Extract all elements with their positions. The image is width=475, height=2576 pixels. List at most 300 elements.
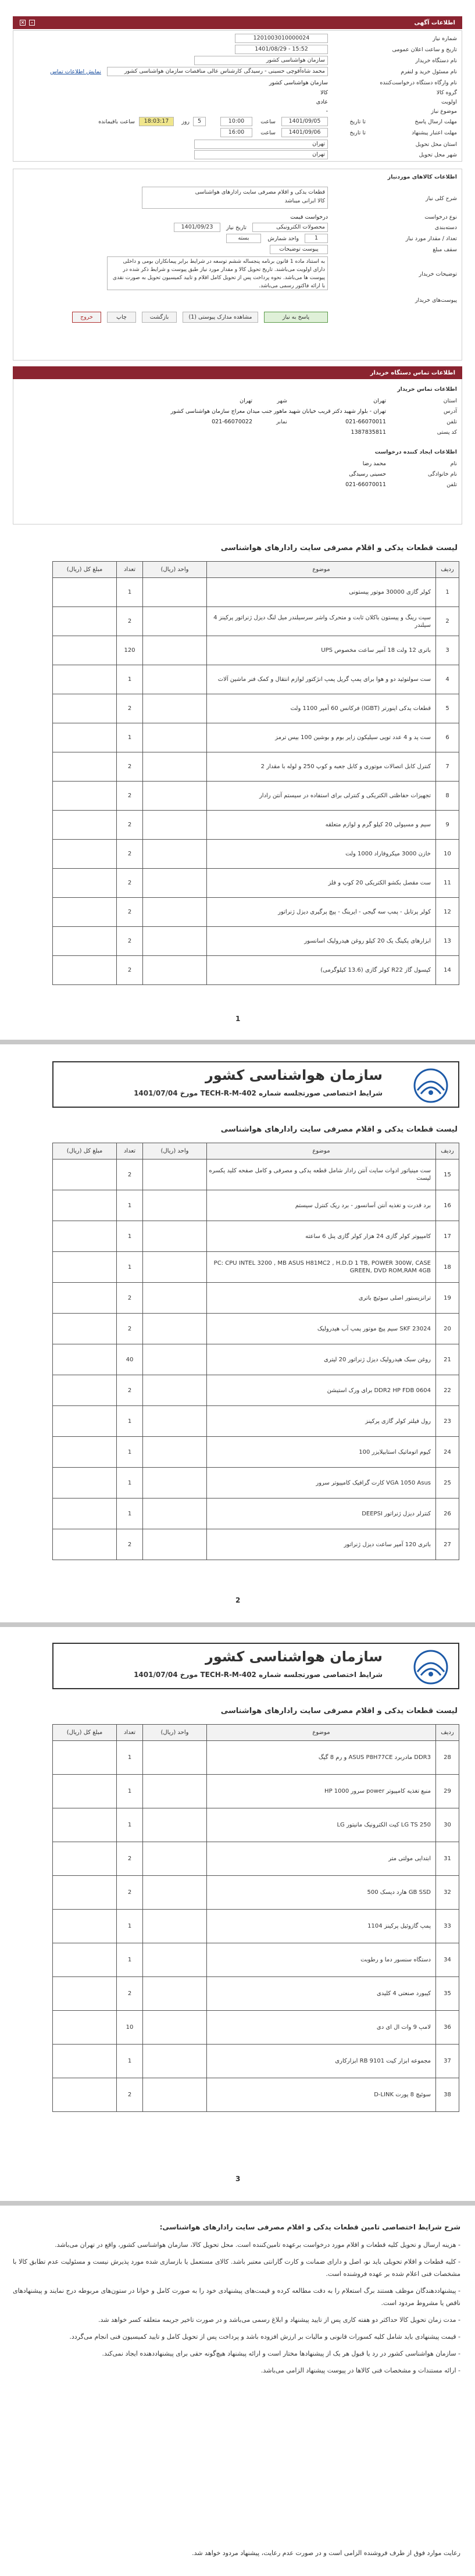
table-row <box>53 1529 459 1560</box>
group-value: کالا <box>320 90 328 96</box>
table-row <box>53 1190 459 1221</box>
table-row <box>53 782 459 811</box>
table-row <box>53 1159 459 1190</box>
unit-value: سازمان هواشناسی کشور <box>269 80 328 86</box>
reply-date-label: تا تاریخ <box>349 119 366 125</box>
unit-price <box>143 1375 207 1406</box>
page-number-3: 3 <box>235 2175 241 2183</box>
general-desc-line-1: قطعات یدکی و اقلام مصرفی سایت رادارهای هواشناسی <box>195 189 325 195</box>
page3-list-title: لیست قطعات یدکی و اقلام مصرفی سایت رادارهای هواشناسی <box>220 1707 458 1715</box>
unit-price <box>143 1529 207 1560</box>
item-qty: 1 <box>117 1741 143 1775</box>
table-row <box>53 898 459 927</box>
unit-price <box>143 1159 207 1190</box>
total-price <box>53 1910 117 1943</box>
item-qty: 1 <box>117 578 143 607</box>
total-price <box>53 636 117 665</box>
row-number: 30 <box>436 1808 459 1842</box>
unit-price <box>143 607 207 636</box>
item-qty: 1 <box>117 1943 143 1977</box>
creator-title: اطلاعات ایجاد کننده درخواست <box>374 449 457 455</box>
total-price <box>53 811 117 840</box>
date-label: تاریخ و ساعت اعلان عمومی <box>392 47 457 53</box>
item-qty: 2 <box>117 2078 143 2112</box>
total-price <box>53 1468 117 1498</box>
table-row <box>53 1741 459 1775</box>
table-row <box>53 578 459 607</box>
table-row <box>53 1437 459 1468</box>
table-row <box>53 1221 459 1252</box>
general-desc-line-2: کالا ایرانی میباشد <box>284 198 325 204</box>
document-header-3 <box>52 1643 459 1689</box>
col-header: مبلغ کل (ریال) <box>53 1725 117 1741</box>
table-row <box>53 927 459 956</box>
item-qty: 1 <box>117 1221 143 1252</box>
attachments-button[interactable]: مشاهده مدارک پیوستی (1) <box>183 312 258 323</box>
date-field[interactable]: 1401/08/29 - 15:52 <box>235 45 328 54</box>
item-desc: منبع تغذیه کامپیوتر power سرور HP 1000 <box>207 1775 436 1808</box>
col-header: واحد (ریال) <box>143 1725 207 1741</box>
province-label: استان محل تحویل <box>415 141 457 148</box>
priority-value: عادی <box>316 99 328 105</box>
reply-deadline-label: مهلت ارسال پاسخ <box>415 119 457 125</box>
cost-field[interactable]: پیوست توضیحات <box>270 245 328 254</box>
unit-price <box>143 1437 207 1468</box>
total-price <box>53 752 117 782</box>
creator-phone: 021-66070011 <box>345 481 386 488</box>
number-label: شماره نیاز <box>433 35 457 42</box>
item-desc: برد قدرت و تغذیه آنتن آسانسور - برد ریک کنترل سیستم <box>207 1190 436 1221</box>
item-desc: ست سولنوئید دو و هوا برای پمپ گریل پمپ انژکتور لوازم انتقال و کمک فنر ماشین آلات <box>207 665 436 694</box>
col-header: واحد (ریال) <box>143 1143 207 1159</box>
item-qty: 1 <box>117 1498 143 1529</box>
creator-family: حسینی رسیدگی <box>349 471 386 477</box>
row-number: 34 <box>436 1943 459 1977</box>
item-desc: ابتدایی مولتی متر <box>207 1842 436 1876</box>
unit-count-field[interactable]: بسته <box>226 234 261 243</box>
buyer-label: نام دستگاه خریدار <box>415 58 457 64</box>
goods-section-title: اطلاعات کالاهای موردنیاز <box>387 174 457 180</box>
item-desc: تجهیزات حفاظتی الکتریکی و کنترلی برای استفاده در سیستم آنتن رادار <box>207 782 436 811</box>
creator-name-label: نام <box>450 461 457 467</box>
item-desc: سوئیچ 8 پورت D-LINK <box>207 2078 436 2112</box>
item-qty: 2 <box>117 1283 143 1314</box>
item-qty: 1 <box>117 1468 143 1498</box>
table-row <box>53 1252 459 1283</box>
validity-date-field[interactable]: 1401/09/06 <box>281 128 328 137</box>
total-price <box>53 1314 117 1344</box>
validity-date-label: تا تاریخ <box>349 130 366 136</box>
row-number: 7 <box>436 752 459 782</box>
table-row <box>53 1468 459 1498</box>
page-number-1: 1 <box>235 1015 241 1023</box>
item-desc: GB SSD هارد دیسک 500 <box>207 1876 436 1910</box>
page-title: اطلاعات آگهی <box>414 19 455 26</box>
item-desc: PC: CPU INTEL 3200 , MB ASUS H81MC2 , H.D.D 1 TB, POWER 300W, CASE GREEN, DVD ROM,RAM 4GB <box>207 1252 436 1283</box>
table-row <box>53 1775 459 1808</box>
contact-info <box>13 379 462 525</box>
item-qty: 1 <box>117 723 143 752</box>
unit-label: نام وارگاه دستگاه درخواست‌کننده <box>380 80 457 86</box>
table-row <box>53 811 459 840</box>
item-desc: باتری 12 ولت 18 آمپر ساعت مخصوص UPS <box>207 636 436 665</box>
item-qty: 2 <box>117 898 143 927</box>
row-number: 18 <box>436 1252 459 1283</box>
item-qty: 2 <box>117 1842 143 1876</box>
item-qty: 2 <box>117 1159 143 1190</box>
page-separator-3 <box>0 2201 475 2206</box>
category-label: دسته‌بندی <box>434 224 457 231</box>
item-qty: 1 <box>117 1437 143 1468</box>
col-header: تعداد <box>117 1725 143 1741</box>
category-field[interactable]: محصولات الکترونیکی <box>252 223 328 232</box>
creator-phone-label: تلفن <box>447 481 457 488</box>
remaining-days-label: روز <box>181 119 190 125</box>
unit-price <box>143 898 207 927</box>
doc-subtitle: شرایط اختصاصی صورتجلسه شماره TECH-R-M-402 مورخ 1401/07/04 <box>134 1671 383 1679</box>
table-row <box>53 956 459 985</box>
row-number: 31 <box>436 1842 459 1876</box>
condition-item: - سازمان هواشناسی کشور در رد یا قبول هر یک از پیشنهادها مختار است و ارائه پیشنهاد هیچ‌گونه حقی برای پیشنهاددهنده ایجاد نمی‌کند. <box>102 2350 460 2357</box>
total-price <box>53 665 117 694</box>
need-date-field[interactable]: 1401/09/23 <box>174 223 220 232</box>
page-number-2: 2 <box>235 1596 241 1604</box>
unit-price <box>143 1190 207 1221</box>
row-number: 19 <box>436 1283 459 1314</box>
reply-button[interactable]: پاسخ به نیاز <box>264 312 328 323</box>
unit-price <box>143 1406 207 1437</box>
total-price <box>53 869 117 898</box>
item-desc: ابزارهای پکینگ یک 20 کیلو روغن هیدرولیک اسانسور <box>207 927 436 956</box>
table-row <box>53 1808 459 1842</box>
contact-province-label: استان <box>443 398 457 404</box>
row-number: 1 <box>436 578 459 607</box>
back-button[interactable]: بازگشت <box>142 312 177 323</box>
row-number: 27 <box>436 1529 459 1560</box>
total-price <box>53 1529 117 1560</box>
unit-price <box>143 1808 207 1842</box>
item-qty: 2 <box>117 1977 143 2011</box>
contact-header-bar <box>13 366 462 379</box>
items-table-page3 <box>52 1724 459 2112</box>
page-separator-1 <box>0 1040 475 1044</box>
total-price <box>53 607 117 636</box>
contact-post: 1387835811 <box>351 429 386 436</box>
table-row <box>53 1977 459 2011</box>
contact-city-label: شهر <box>277 398 287 404</box>
item-desc: دستگاه سنسور دما و رطوبت <box>207 1943 436 1977</box>
total-price <box>53 1252 117 1283</box>
general-desc-field[interactable] <box>142 187 328 209</box>
row-number: 32 <box>436 1876 459 1910</box>
meteorology-logo <box>410 1067 451 1104</box>
total-price <box>53 2011 117 2045</box>
quantity-field[interactable]: 1 <box>305 234 328 243</box>
table-row <box>53 752 459 782</box>
item-desc: خازن 3000 میکروفاراد 1000 ولت <box>207 840 436 869</box>
item-qty: 2 <box>117 607 143 636</box>
item-qty: 2 <box>117 694 143 723</box>
row-number: 12 <box>436 898 459 927</box>
buyer-notes-label: توضیحات خریدار <box>419 271 457 277</box>
item-qty: 2 <box>117 927 143 956</box>
close-icon[interactable]: × <box>20 20 25 25</box>
reply-time-field[interactable]: 10:00 <box>220 117 252 126</box>
item-desc: رول فیلتر کولر گازی پرکینز <box>207 1406 436 1437</box>
conditions-end: رعایت موارد فوق از طرف فروشنده الزامی است و در صورت عدم رعایت، پیشنهاد مردود خواهد شد. <box>192 2549 460 2557</box>
table-row <box>53 840 459 869</box>
row-number: 15 <box>436 1159 459 1190</box>
minimize-icon[interactable]: – <box>29 20 35 26</box>
item-qty: 1 <box>117 1775 143 1808</box>
row-number: 22 <box>436 1375 459 1406</box>
item-qty: 1 <box>117 1190 143 1221</box>
col-header: واحد (ریال) <box>143 562 207 578</box>
item-qty: 120 <box>117 636 143 665</box>
creator-family-label: نام خانوادگی <box>427 471 457 477</box>
contact-phone-label: تلفن <box>447 419 457 425</box>
buyer-field[interactable]: سازمان هواشناسی کشور <box>194 56 328 65</box>
request-type-value: درخواست قیمت <box>290 214 328 220</box>
items-table-page2 <box>52 1143 459 1560</box>
contact-phone: 021-66070011 <box>345 419 386 425</box>
item-qty: 1 <box>117 1252 143 1283</box>
item-desc: کیبورد صنعتی 4 کلیدی <box>207 1977 436 2011</box>
item-qty: 2 <box>117 782 143 811</box>
unit-price <box>143 1876 207 1910</box>
request-type-label: نوع درخواست <box>424 214 457 220</box>
row-number: 36 <box>436 2011 459 2045</box>
total-price <box>53 1977 117 2011</box>
condition-item: - پیشنهاددهندگان موظف هستند برگ استعلام را به دقت مطالعه کرده و قیمت‌های پیشنهادی خود را به صورت کامل و خوانا در ستون‌های مربوطه درج نمایند و پیشنهادهای ناقص یا مشروط مردود است. <box>13 2287 460 2307</box>
row-number: 37 <box>436 2045 459 2078</box>
subject-label: موضوع نیاز <box>431 108 457 115</box>
col-header: ردیف <box>436 1143 459 1159</box>
document-header-2 <box>52 1061 459 1108</box>
contact-city: تهران <box>240 398 252 404</box>
unit-price <box>143 1344 207 1375</box>
table-row <box>53 1876 459 1910</box>
col-header: موضوع <box>207 1143 436 1159</box>
col-header: تعداد <box>117 562 143 578</box>
total-price <box>53 1375 117 1406</box>
row-number: 25 <box>436 1468 459 1498</box>
table-row <box>53 665 459 694</box>
total-price <box>53 723 117 752</box>
unit-price <box>143 811 207 840</box>
row-number: 26 <box>436 1498 459 1529</box>
total-price <box>53 1221 117 1252</box>
table-row <box>53 2045 459 2078</box>
total-price <box>53 578 117 607</box>
row-number: 35 <box>436 1977 459 2011</box>
item-qty: 2 <box>117 1314 143 1344</box>
general-desc-label: شرح کلی نیاز <box>426 195 457 202</box>
item-desc: ست مینیاتور ادوات سایت آنتن رادار شامل قطعه یدکی و مصرفی و کامل صفحه کلید یکسره لیست <box>207 1159 436 1190</box>
creator-name: محمد رضا <box>362 461 386 467</box>
page-separator-2 <box>0 1622 475 1627</box>
item-qty: 2 <box>117 811 143 840</box>
total-price <box>53 898 117 927</box>
item-desc: ست مقصل بکشو الکتریکی 20 کوپ و فلز <box>207 869 436 898</box>
row-number: 13 <box>436 927 459 956</box>
priority-label: اولویت <box>441 99 457 105</box>
total-price <box>53 1741 117 1775</box>
row-number: 20 <box>436 1314 459 1344</box>
item-desc: کولر گازی 30000 موتور پیستونی <box>207 578 436 607</box>
show-contact-link[interactable]: نمایش اطلاعات تماس <box>50 69 101 75</box>
number-field[interactable]: 1201003010000024 <box>235 34 328 43</box>
row-number: 6 <box>436 723 459 752</box>
table-row <box>53 869 459 898</box>
city-field[interactable]: تهران <box>194 150 328 159</box>
remaining-days-field: 5 <box>193 117 206 126</box>
remaining-time-field: 18:03:17 <box>139 117 174 126</box>
total-price <box>53 2078 117 2112</box>
total-price <box>53 1842 117 1876</box>
total-price <box>53 1159 117 1190</box>
quantity-label: تعداد / مقدار مورد نیاز <box>405 236 457 242</box>
contact-province: تهران <box>373 398 386 404</box>
reply-date-field[interactable]: 1401/09/05 <box>281 117 328 126</box>
unit-price <box>143 1314 207 1344</box>
item-desc: سیم و مسیولی 20 کیلو گرم و لوازم متعلقه <box>207 811 436 840</box>
unit-price <box>143 2078 207 2112</box>
total-price <box>53 956 117 985</box>
unit-price <box>143 1741 207 1775</box>
total-price <box>53 1876 117 1910</box>
unit-price <box>143 869 207 898</box>
row-number: 5 <box>436 694 459 723</box>
row-number: 14 <box>436 956 459 985</box>
row-number: 9 <box>436 811 459 840</box>
condition-item: - مدت زمان تحویل کالا حداکثر دو هفته کاری پس از تایید پیشنهاد و ابلاغ رسمی می‌باشد و در صورت تاخیر جریمه متعلقه کسر خواهد شد. <box>98 2316 460 2324</box>
subject-value: - <box>326 108 328 115</box>
contact-address: تهران - بلوار شهید دکتر قریب خیابان شهید ماهور جنب میدان معراج سازمان هواشناسی کشور <box>170 408 386 415</box>
item-qty: 1 <box>117 1808 143 1842</box>
row-number: 3 <box>436 636 459 665</box>
doc-org-name: سازمان هواشناسی کشور <box>205 1649 383 1665</box>
item-desc: SKF 23024 سیم پیچ موتور پمپ آب هیدرولیک <box>207 1314 436 1344</box>
unit-price <box>143 752 207 782</box>
contact-post-label: کد پستی <box>437 429 457 436</box>
col-header: موضوع <box>207 562 436 578</box>
exit-button[interactable]: خروج <box>72 312 101 323</box>
row-number: 10 <box>436 840 459 869</box>
table-row <box>53 607 459 636</box>
unit-price <box>143 694 207 723</box>
total-price <box>53 1283 117 1314</box>
item-desc: کپسول گاز R22 کولر گازی (13.6 کیلوگرمی) <box>207 956 436 985</box>
item-qty: 2 <box>117 752 143 782</box>
validity-time-field[interactable]: 16:00 <box>220 128 252 137</box>
unit-price <box>143 665 207 694</box>
total-price <box>53 1498 117 1529</box>
item-desc: DDR3 مادربرد ASUS P8H77CE و رم 8 گیگ <box>207 1741 436 1775</box>
total-price <box>53 1943 117 1977</box>
buyer-notes-field[interactable]: به استناد ماده 1 قانون برنامه پنجساله ششم توسعه در شرایط برابر پیمانکاران بومی و داخلی دارای اولویت می‌باشند. تاریخ تحویل کالا و مقدار مورد نیاز طبق پیوست و شرایط ذکر شده در پیوست ها می‌باشد. نحوه پرداخت پس از تحویل کامل اقلام و تایید کمیسیون تحویل به صورت نقدی با ارائه فاکتور رسمی می‌باشد. <box>107 256 328 290</box>
total-price <box>53 2045 117 2078</box>
item-desc: کامپیوتر کولر گازی 24 هزار کولر گازی پنل 6 ساعته <box>207 1221 436 1252</box>
item-qty: 10 <box>117 2011 143 2045</box>
col-header: موضوع <box>207 1725 436 1741</box>
page2-list-title: لیست قطعات یدکی و اقلام مصرفی سایت رادارهای هواشناسی <box>220 1125 458 1134</box>
table-row <box>53 1406 459 1437</box>
condition-item: - کلیه قطعات و اقلام تحویلی باید نو، اصل و دارای ضمانت و کارت گارانتی معتبر باشد. کالای مستعمل یا بازسازی شده مورد پذیرش نیست و مسئولیت عدم تطابق کالا با مشخصات فنی اعلام شده بر عهده فروشنده است. <box>13 2258 460 2278</box>
unit-price <box>143 1842 207 1876</box>
row-number: 11 <box>436 869 459 898</box>
requester-field[interactable]: محمد شاه‌آقوچی حسینی - رسیدگی کارشناس عالی مناقصات سازمان هواشناسی کشور <box>107 67 328 76</box>
table-row <box>53 2011 459 2045</box>
item-desc: پمپ گازوئیل پرکینز 1104 <box>207 1910 436 1943</box>
unit-price <box>143 1252 207 1283</box>
table-row <box>53 2078 459 2112</box>
print-button[interactable]: چاپ <box>107 312 136 323</box>
item-desc: ست پد و 4 عدد توپی سیلیکون زایر بوم و بوشین 100 بیس ترمز <box>207 723 436 752</box>
item-desc: باتری 120 آمپر ساعت دیزل ژنراتور <box>207 1529 436 1560</box>
unit-price <box>143 2011 207 2045</box>
row-number: 8 <box>436 782 459 811</box>
total-price <box>53 1775 117 1808</box>
table-row <box>53 694 459 723</box>
unit-price <box>143 1910 207 1943</box>
unit-count-label: واحد شمارش <box>267 236 299 242</box>
row-number: 28 <box>436 1741 459 1775</box>
unit-price <box>143 723 207 752</box>
province-field[interactable]: تهران <box>194 140 328 149</box>
item-desc: قطعات یدکی اینورتر (IGBT) فرکانس 60 آمپر 1100 ولت <box>207 694 436 723</box>
item-desc: VGA 1050 Asus کارت گرافیک کامپیوتر سرور <box>207 1468 436 1498</box>
city-label: شهر محل تحویل <box>419 152 457 158</box>
row-number: 23 <box>436 1406 459 1437</box>
row-number: 24 <box>436 1437 459 1468</box>
contact-fax-label: نمابر <box>276 419 287 425</box>
unit-price <box>143 2045 207 2078</box>
item-desc: کنترلر دیزل ژنراتور DEEPSI <box>207 1498 436 1529</box>
buyer-contact-title: اطلاعات تماس خریدار <box>397 386 457 393</box>
page1-list-title: لیست قطعات یدکی و اقلام مصرفی سایت رادارهای هواشناسی <box>220 544 458 552</box>
item-desc: LG TS 250 کیت الکترونیک مانیتور LG <box>207 1808 436 1842</box>
table-row <box>53 1283 459 1314</box>
unit-price <box>143 1775 207 1808</box>
validity-time-label: ساعت <box>260 130 276 136</box>
unit-price <box>143 1498 207 1529</box>
items-table-page1 <box>52 561 459 985</box>
row-number: 4 <box>436 665 459 694</box>
row-number: 21 <box>436 1344 459 1375</box>
item-qty: 2 <box>117 869 143 898</box>
total-price <box>53 694 117 723</box>
condition-item: - ارائه مستندات و مشخصات فنی کالاها در پیوست پیشنهاد الزامی می‌باشد. <box>260 2367 460 2374</box>
unit-price <box>143 1283 207 1314</box>
row-number: 33 <box>436 1910 459 1943</box>
need-info-form <box>13 30 462 162</box>
item-qty: 40 <box>117 1344 143 1375</box>
total-price <box>53 840 117 869</box>
item-desc: سیت رینگ و پیستون باکلان ثابت و متحرک واشر سرسیلندر میل لنگ دیزل ژنراتور پرکینز 4 سیلندر <box>207 607 436 636</box>
item-qty: 2 <box>117 956 143 985</box>
table-row <box>53 723 459 752</box>
group-label: گروه کالا <box>436 90 457 96</box>
total-price <box>53 1437 117 1468</box>
row-number: 17 <box>436 1221 459 1252</box>
table-row <box>53 1344 459 1375</box>
goods-info-section <box>13 169 462 361</box>
col-header: مبلغ کل (ریال) <box>53 562 117 578</box>
doc-org-name: سازمان هواشناسی کشور <box>205 1067 383 1083</box>
contact-fax: 021-66070022 <box>212 419 252 425</box>
total-price <box>53 1190 117 1221</box>
